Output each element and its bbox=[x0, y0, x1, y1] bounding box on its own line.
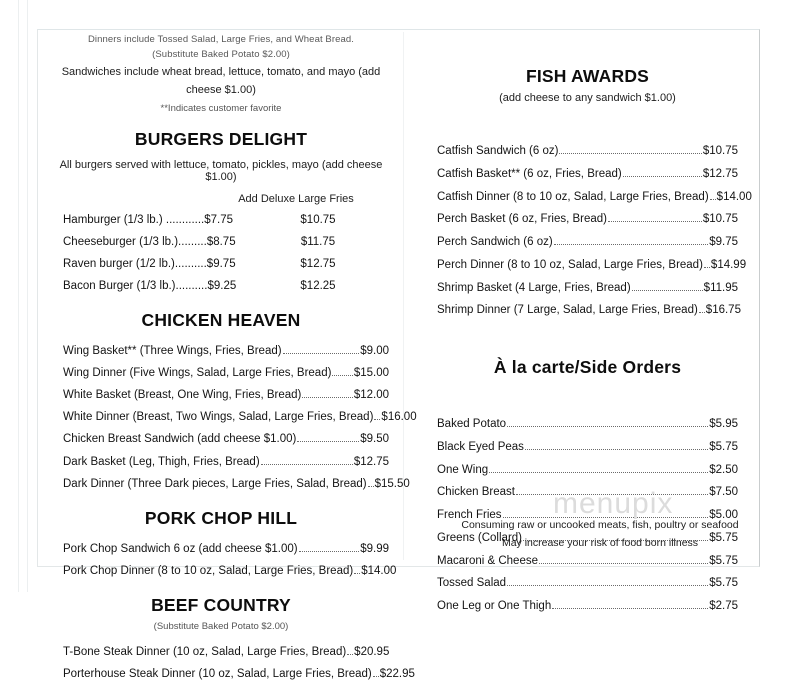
dot-leader bbox=[525, 449, 708, 450]
item-name: Perch Dinner (8 to 10 oz, Salad, Large Fries, Bread) bbox=[437, 258, 703, 271]
item-name: Wing Basket** (Three Wings, Fries, Bread) bbox=[63, 345, 282, 358]
burger-deluxe-price: $12.75 bbox=[300, 257, 336, 270]
item-price: $9.50 bbox=[360, 433, 389, 446]
list-item bbox=[63, 451, 389, 473]
dot-leader bbox=[368, 486, 374, 487]
item-price: $5.75 bbox=[709, 554, 738, 567]
dot-leader bbox=[374, 419, 380, 420]
beef-item-list bbox=[51, 641, 415, 685]
section-title-burgers: BURGERS DELIGHT bbox=[134, 128, 308, 149]
list-item bbox=[437, 163, 738, 186]
dot-leader bbox=[261, 464, 353, 465]
section-title-fish: FISH AWARDS bbox=[525, 66, 650, 86]
dot-leader bbox=[507, 585, 708, 586]
item-name: White Dinner (Breast, Two Wings, Salad, Large Fries, Bread) bbox=[63, 411, 374, 424]
item-price: $22.95 bbox=[379, 667, 415, 680]
dot-leader bbox=[608, 221, 702, 222]
burger-deluxe-price: $12.25 bbox=[300, 280, 336, 293]
note-sandwiches-include: Sandwiches include wheat bread, lettuce, tomato, and mayo (add cheese $1.00) bbox=[61, 66, 381, 97]
item-name: Porterhouse Steak Dinner (10 oz, Salad, Large Fries, Bread) bbox=[63, 667, 372, 680]
item-name: Perch Sandwich (6 oz) bbox=[437, 236, 553, 249]
list-item bbox=[63, 406, 417, 428]
menu-item-row bbox=[51, 275, 391, 297]
dot-leader bbox=[710, 199, 716, 200]
item-name: Dark Basket (Leg, Thigh, Fries, Bread) bbox=[63, 455, 260, 468]
item-price: $20.95 bbox=[354, 645, 390, 658]
item-price: $2.50 bbox=[709, 463, 738, 476]
item-price: $5.75 bbox=[709, 577, 738, 590]
dot-leader bbox=[347, 654, 353, 655]
menu-item-row bbox=[51, 209, 391, 231]
note-dinners-include: Dinners include Tossed Salad, Large Fries, and Wheat Bread. bbox=[87, 34, 355, 45]
item-name: Shrimp Dinner (7 Large, Salad, Large Fries, Bread) bbox=[437, 304, 698, 317]
spacer bbox=[435, 114, 740, 140]
dot-leader bbox=[554, 244, 709, 245]
list-item bbox=[437, 231, 738, 254]
item-name: Pork Chop Dinner (8 to 10 oz, Salad, Large Fries, Bread) bbox=[63, 564, 354, 577]
chicken-item-list bbox=[51, 340, 417, 495]
note-substitute-baked-potato: (Substitute Baked Potato $2.00) bbox=[152, 48, 290, 60]
item-price: $15.50 bbox=[374, 477, 410, 490]
burger-deluxe-price: $11.75 bbox=[300, 235, 336, 248]
health-disclaimer bbox=[445, 516, 755, 552]
item-price: $12.75 bbox=[353, 455, 389, 468]
item-price: $12.00 bbox=[353, 389, 389, 402]
section-title-pork: PORK CHOP HILL bbox=[144, 507, 298, 528]
item-name: Shrimp Basket (4 Large, Fries, Bread) bbox=[437, 281, 631, 294]
list-item bbox=[437, 254, 747, 277]
disclaimer-line-2: May increase your risk of food born illness bbox=[501, 537, 699, 550]
item-name: Perch Basket (6 oz, Fries, Bread) bbox=[437, 213, 608, 226]
list-item bbox=[63, 663, 415, 685]
list-item bbox=[437, 413, 738, 436]
item-name: Chicken Breast Sandwich (add cheese $1.00) bbox=[63, 433, 297, 446]
item-name: Catfish Basket** (6 oz, Fries, Bread) bbox=[437, 167, 622, 180]
item-price: $5.75 bbox=[709, 440, 738, 453]
list-item bbox=[437, 140, 738, 163]
item-price: $16.00 bbox=[381, 411, 417, 424]
list-item bbox=[63, 641, 389, 663]
list-item bbox=[63, 473, 410, 495]
list-item bbox=[63, 384, 389, 406]
item-name: Catfish Sandwich (6 oz) bbox=[437, 145, 559, 157]
item-name: Macaroni & Cheese bbox=[437, 554, 538, 567]
burgers-deluxe-column-header: Add Deluxe Large Fries bbox=[238, 192, 354, 205]
burger-deluxe-price: $10.75 bbox=[300, 213, 336, 226]
item-name: Black Eyed Peas bbox=[437, 440, 524, 453]
list-item bbox=[437, 436, 738, 459]
item-price: $14.99 bbox=[710, 258, 747, 271]
list-item bbox=[63, 428, 389, 450]
dot-leader bbox=[332, 375, 352, 376]
item-name: Catfish Dinner (8 to 10 oz, Salad, Large Fries, Bread) bbox=[437, 190, 709, 203]
item-name: T-Bone Steak Dinner (10 oz, Salad, Large Fries, Bread) bbox=[63, 645, 347, 658]
menu-column-left bbox=[37, 29, 417, 680]
item-name: Baked Potato bbox=[437, 418, 507, 431]
dot-leader bbox=[297, 441, 359, 442]
spacer bbox=[435, 322, 740, 344]
page-guide-rule-inner bbox=[27, 0, 28, 592]
item-price: $15.00 bbox=[353, 367, 389, 380]
list-item bbox=[437, 459, 738, 482]
menu-item-row bbox=[51, 231, 391, 253]
list-item bbox=[437, 550, 738, 573]
dot-leader bbox=[489, 472, 708, 473]
dot-leader bbox=[539, 563, 708, 564]
item-name: One Leg or One Thigh bbox=[437, 600, 552, 613]
item-name: Tossed Salad bbox=[437, 577, 507, 590]
item-price: $14.00 bbox=[716, 190, 752, 203]
dot-leader bbox=[373, 676, 379, 677]
section-title-chicken: CHICKEN HEAVEN bbox=[141, 310, 301, 331]
item-price: $5.95 bbox=[709, 418, 738, 431]
item-price: $2.75 bbox=[709, 600, 738, 613]
item-name: White Basket (Breast, One Wing, Fries, Bread) bbox=[63, 389, 302, 402]
list-item bbox=[437, 299, 741, 322]
list-item bbox=[63, 538, 389, 560]
item-price: $10.75 bbox=[702, 145, 738, 157]
section-title-alacarte: À la carte/Side Orders bbox=[493, 357, 682, 378]
burger-item-name: Bacon Burger (1/3 lb.)..........$9.25 bbox=[63, 280, 237, 293]
item-price: $5.75 bbox=[709, 531, 738, 544]
dot-leader bbox=[354, 573, 360, 574]
dot-leader bbox=[552, 608, 708, 609]
dot-leader bbox=[559, 153, 701, 154]
section-title-beef: BEEF COUNTRY bbox=[151, 594, 291, 615]
dot-leader bbox=[302, 397, 352, 398]
item-name: French Fries bbox=[437, 509, 502, 522]
pork-item-list bbox=[51, 538, 397, 582]
item-price: $11.95 bbox=[703, 281, 738, 294]
dot-leader bbox=[704, 267, 710, 268]
spacer bbox=[435, 387, 740, 413]
item-name: Greens (Collard) bbox=[437, 531, 522, 544]
list-item bbox=[63, 340, 389, 362]
page-guide-rule-outer bbox=[18, 0, 19, 592]
item-name: Wing Dinner (Five Wings, Salad, Large Fries, Bread) bbox=[63, 367, 332, 380]
item-price: $9.99 bbox=[360, 542, 389, 555]
burger-item-name: Hamburger (1/3 lb.) ............$7.75 bbox=[63, 213, 234, 226]
list-item bbox=[63, 362, 389, 384]
dot-leader bbox=[299, 551, 360, 552]
dot-leader bbox=[632, 290, 703, 291]
item-name: One Wing bbox=[437, 463, 489, 476]
burger-item-name: Cheeseburger (1/3 lb.).........$8.75 bbox=[63, 235, 236, 248]
disclaimer-line-1: Consuming raw or uncooked meats, fish, poultry or seafood bbox=[461, 519, 739, 531]
dot-leader bbox=[699, 312, 705, 313]
item-name: Dark Dinner (Three Dark pieces, Large Fries, Salad, Bread) bbox=[63, 477, 367, 490]
item-price: $12.75 bbox=[702, 167, 738, 180]
list-item bbox=[437, 186, 752, 209]
item-price: $7.50 bbox=[709, 486, 738, 499]
beef-subtitle: (Substitute Baked Potato $2.00) bbox=[153, 620, 289, 632]
item-price: $5.00 bbox=[709, 509, 738, 522]
item-price: $9.00 bbox=[360, 345, 389, 358]
list-item bbox=[437, 595, 738, 618]
item-price: $16.75 bbox=[705, 304, 741, 317]
list-item bbox=[437, 208, 738, 231]
note-favorite-key: **Indicates customer favorite bbox=[160, 102, 282, 114]
item-price: $10.75 bbox=[702, 213, 738, 226]
dot-leader bbox=[283, 353, 360, 354]
list-item bbox=[63, 560, 397, 582]
menupix-watermark: menupix bbox=[553, 487, 674, 520]
item-price: $14.00 bbox=[361, 564, 397, 577]
dot-leader bbox=[507, 426, 708, 427]
burgers-subtitle: All burgers served with lettuce, tomato, pickles, mayo (add cheese $1.00) bbox=[59, 158, 383, 183]
list-item bbox=[437, 277, 738, 300]
item-name: Chicken Breast bbox=[437, 486, 515, 499]
menu-item-row bbox=[51, 253, 391, 275]
fish-item-list bbox=[435, 140, 752, 322]
burger-item-name: Raven burger (1/2 lb.)..........$9.75 bbox=[63, 257, 236, 270]
item-price: $9.75 bbox=[709, 236, 738, 249]
item-name: Pork Chop Sandwich 6 oz (add cheese $1.00) bbox=[63, 542, 298, 555]
dot-leader bbox=[623, 176, 702, 177]
fish-subtitle: (add cheese to any sandwich $1.00) bbox=[499, 92, 676, 104]
